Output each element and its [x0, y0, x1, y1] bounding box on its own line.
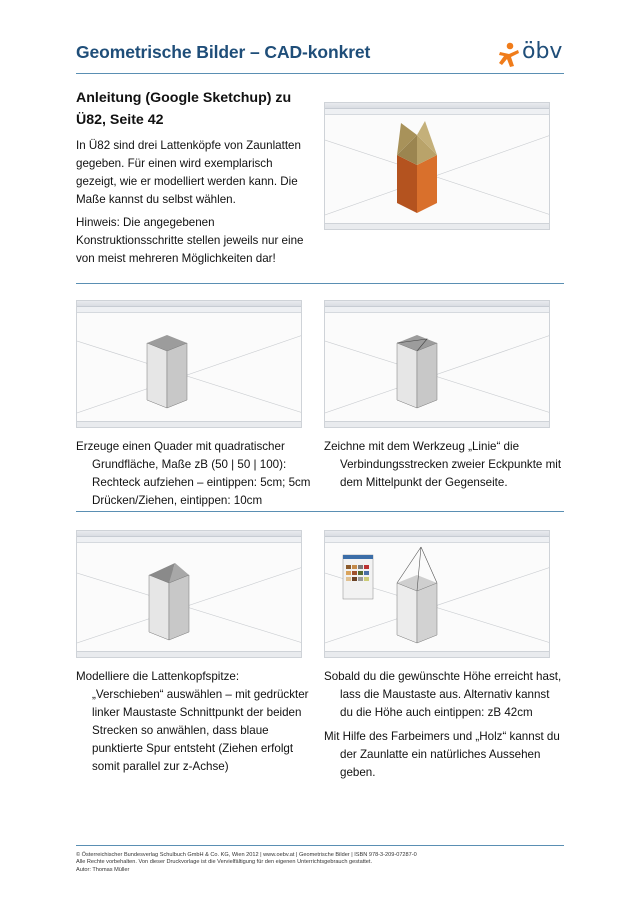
footer-author: Autor: Thomas Müller [76, 866, 130, 873]
footer-rights: Alle Rechte vorbehalten. Von dieser Druckvorlage ist die Vervielfältigung für den eigenen Unterrichtsgebrauch gestattet. [76, 859, 373, 866]
page-title: Geometrische Bilder – CAD-konkret [76, 42, 371, 62]
screenshot-step-2-lines [324, 300, 550, 428]
footer-copyright: © Österreichischer Bundesverlag Schulbuch GmbH & Co. KG, Wien 2012 | www.oebv.at | Geometrische Bilder | ISBN 978-3-209-07287-0 [76, 852, 417, 858]
screenshot-step-3-move [76, 530, 302, 658]
step-4-caption: Sobald du die gewünschte Höhe erreicht hast, lass die Maustaste aus. Alternativ kannst du die Höhe auch eintippen: zB 42cm Mit Hilfe des Farbeimers und „Holz“ kannst du der Zaunlatte ein natürliches Aussehen geben. [324, 670, 562, 779]
footer-divider [76, 845, 564, 846]
page-footer [76, 852, 564, 874]
section-divider-1 [76, 283, 564, 284]
hint-paragraph: Hinweis: Die angegebenen Konstruktionsschritte stellen jeweils nur eine von meist mehreren Möglichkeiten dar! [76, 216, 304, 265]
screenshot-step-1-box [76, 300, 302, 428]
section-heading: Anleitung (Google Sketchup) zu Ü82, Seite 42 [76, 90, 292, 128]
publisher-logo [498, 40, 564, 68]
logo-figure-icon [498, 42, 520, 68]
intro-paragraph: In Ü82 sind drei Lattenköpfe von Zaunlatten gegeben. Für einen wird exemplarisch gezeigt, wie er modelliert werden kann. Die Maße kannst du selbst wählen. [76, 139, 301, 206]
step-1-caption: Erzeuge einen Quader mit quadratischer Grundfläche, Maße zB (50 | 50 | 100): Rechteck aufziehen – eintippen: 5cm; 5cm Drücken/Ziehen, eintippen: 10cm [76, 440, 311, 507]
screenshot-final-wood-post [324, 102, 550, 230]
step-2-caption: Zeichne mit dem Werkzeug „Linie“ die Verbindungsstrecken zweier Eckpunkte mit dem Mittelpunkt der Gegenseite. [324, 440, 562, 489]
page-header [76, 38, 564, 72]
logo-text: öbv [522, 39, 563, 64]
screenshot-step-4-height [324, 530, 550, 658]
step-3-caption: Modelliere die Lattenkopfspitze: „Verschieben“ auswählen – mit gedrückter linker Maustaste Schnittpunkt der beiden Strecken so anwählen, dass blaue punktierte Spur entsteht (Ziehen erfolgt somit parallel zur z-Achse) [76, 670, 309, 773]
header-divider [76, 73, 564, 74]
section-divider-2 [76, 511, 564, 512]
